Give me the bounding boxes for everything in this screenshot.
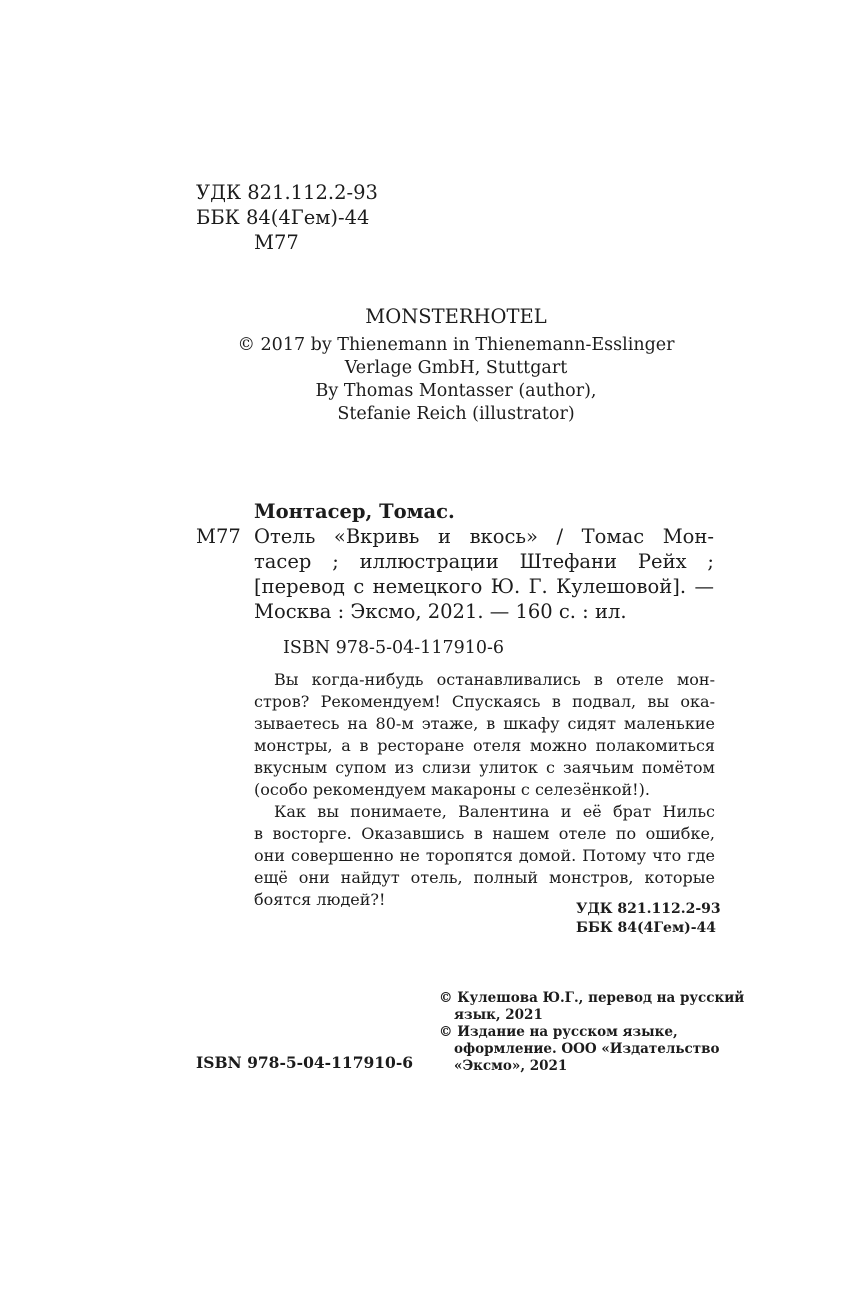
description-line: Отель «Вкривь и вкось» / Томас Мон-	[254, 525, 714, 548]
copyright-line: «Эксмо», 2021	[454, 1058, 568, 1074]
description-line: Москва : Эксмо, 2021. — 160 с. : ил.	[254, 600, 627, 623]
annotation-line: Вы когда-нибудь останавливались в отеле мон-	[274, 670, 715, 689]
original-line: By Thomas Montasser (author),	[315, 381, 597, 401]
original-line: Verlage GmbH, Stuttgart	[344, 358, 568, 378]
author-sign: М77	[254, 231, 299, 254]
footer-isbn: ISBN 978-5-04-117910-6	[196, 1053, 414, 1072]
record-isbn: ISBN 978-5-04-117910-6	[283, 638, 505, 658]
annotation-line: боятся людей?!	[254, 890, 386, 909]
annotation-line: ещё они найдут отель, полный монстров, которые	[254, 868, 715, 887]
udk-code-bottom: УДК 821.112.2-93	[576, 901, 721, 917]
original-title: MONSTERHOTEL	[365, 305, 547, 328]
original-edition	[196, 304, 716, 426]
record-author-sign: М77	[196, 525, 241, 548]
original-line: Stefanie Reich (illustrator)	[337, 404, 575, 424]
copyright-line: оформление. ООО «Издательство	[454, 1041, 720, 1057]
annotation-line: (особо рекомендуем макароны с селезёнкой!).	[254, 780, 650, 799]
annotation-line: Как вы понимаете, Валентина и её брат Нильс	[274, 802, 715, 821]
annotation	[254, 669, 715, 911]
copyright-block	[439, 990, 745, 1075]
original-line: © 2017 by Thienemann in Thienemann-Esslinger	[237, 335, 675, 355]
annotation-line: они совершенно не торопятся домой. Потому что где	[254, 846, 715, 865]
bbk-code-bottom: ББК 84(4Гем)-44	[576, 920, 717, 936]
author-heading: Монтасер, Томас.	[254, 500, 455, 523]
copyright-line: язык, 2021	[454, 1007, 543, 1023]
bbk-code: ББК 84(4Гем)-44	[196, 206, 370, 229]
description-line: [перевод с немецкого Ю. Г. Кулешовой]. —	[254, 575, 714, 598]
annotation-line: в восторге. Оказавшись в нашем отеле по ошибке,	[254, 824, 715, 843]
annotation-line: монстры, а в ресторане отеля можно полакомиться	[254, 736, 715, 755]
annotation-line: стров? Рекомендуем! Спускаясь в подвал, вы ока-	[254, 692, 715, 711]
udk-code: УДК 821.112.2-93	[196, 181, 378, 204]
annotation-line: вкусным супом из слизи улиток с заячьим помётом	[254, 758, 715, 777]
annotation-line: зываетесь на 80-м этаже, в шкафу сидят маленькие	[254, 714, 715, 733]
copyright-line: © Издание на русском языке,	[439, 1024, 678, 1040]
copyright-line: © Кулешова Ю.Г., перевод на русский	[439, 990, 745, 1006]
description-line: тасер ; иллюстрации Штефани Рейх ;	[254, 550, 714, 573]
